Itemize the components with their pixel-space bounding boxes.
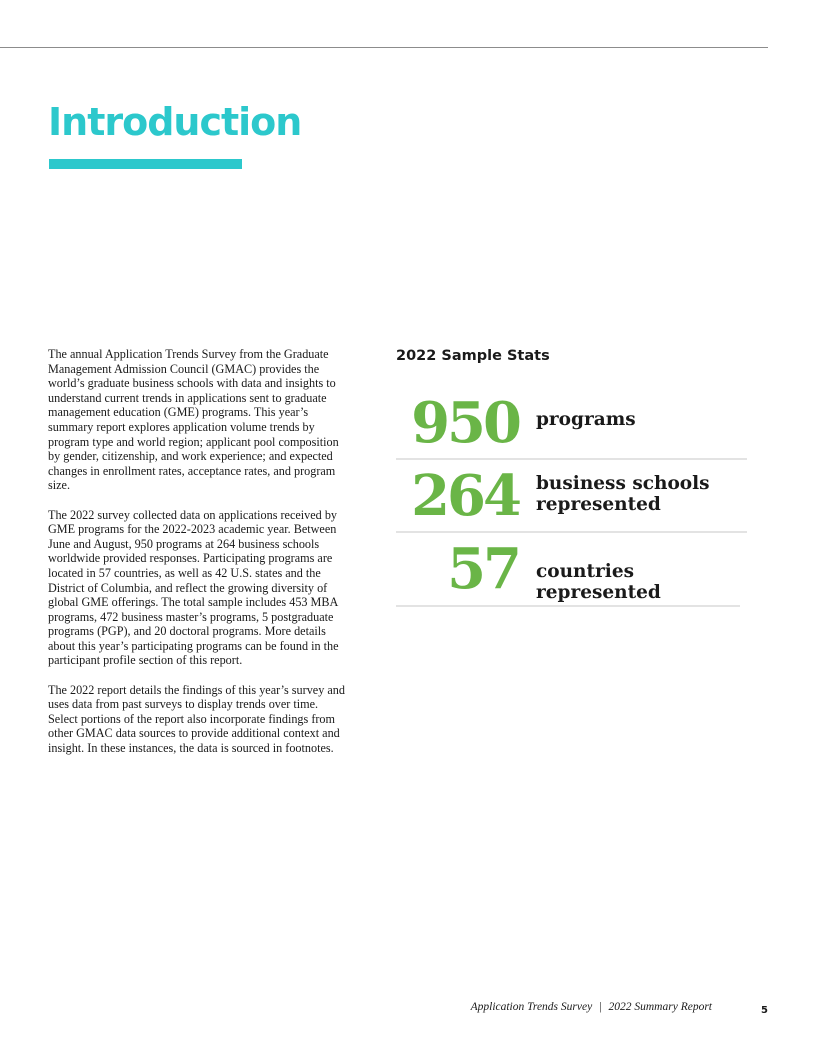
header-rule bbox=[0, 47, 768, 48]
stat-divider bbox=[396, 605, 740, 607]
intro-paragraph-3: The 2022 report details the findings of this year’s survey and uses data from past surveys to display trends over time. Select portions of the report also incorporate findings from other GMAC data sources to provide additional context and insight. In these instances, the data is sourced in footnotes. bbox=[48, 682, 345, 756]
stats-heading: 2022 Sample Stats bbox=[396, 348, 550, 364]
stat-value: 950 bbox=[411, 390, 519, 456]
stat-divider bbox=[396, 458, 747, 460]
stat-label: business schools represented bbox=[536, 473, 710, 515]
footer-separator: | bbox=[599, 1001, 602, 1013]
stat-label: programs bbox=[536, 409, 636, 430]
title-underline-bar bbox=[49, 159, 242, 169]
page-number: 5 bbox=[761, 1005, 768, 1016]
footer-report-title bbox=[471, 1001, 712, 1013]
stat-value: 57 bbox=[447, 536, 519, 602]
intro-body-text bbox=[48, 347, 348, 770]
intro-paragraph-2: The 2022 survey collected data on applications received by GME programs for the 2022-2023 academic year. Between June and August, 950 programs at 264 business schools worldwide provided responses. Participating programs are located in 57 countries, as well as 42 U.S. states and the District of Columbia, and reflect the growing diversity of global GME offerings. The total sample includes 453 MBA programs, 472 business master’s programs, 5 postgraduate programs (PGP), and 20 doctoral programs. More details about this year’s participating programs can be found in the participant profile section of this report. bbox=[48, 507, 339, 668]
footer-report-name: Application Trends Survey bbox=[470, 1001, 593, 1013]
stat-label: countries represented bbox=[536, 561, 661, 603]
page-title: Introduction bbox=[48, 100, 302, 144]
intro-paragraph-1: The annual Application Trends Survey from the Graduate Management Admission Council (GMAC) provides the world’s graduate business schools with data and insights to understand current trends in applications sent to graduate management education (GME) programs. This year’s summary report explores application volume trends by program type and world region; applicant pool composition by gender, citizenship, and work experience; and expected changes in enrollment rates, acceptance rates, and program size. bbox=[48, 347, 339, 493]
stat-value: 264 bbox=[411, 463, 519, 529]
footer-report-type: 2022 Summary Report bbox=[608, 1001, 712, 1013]
stat-divider bbox=[396, 531, 747, 533]
